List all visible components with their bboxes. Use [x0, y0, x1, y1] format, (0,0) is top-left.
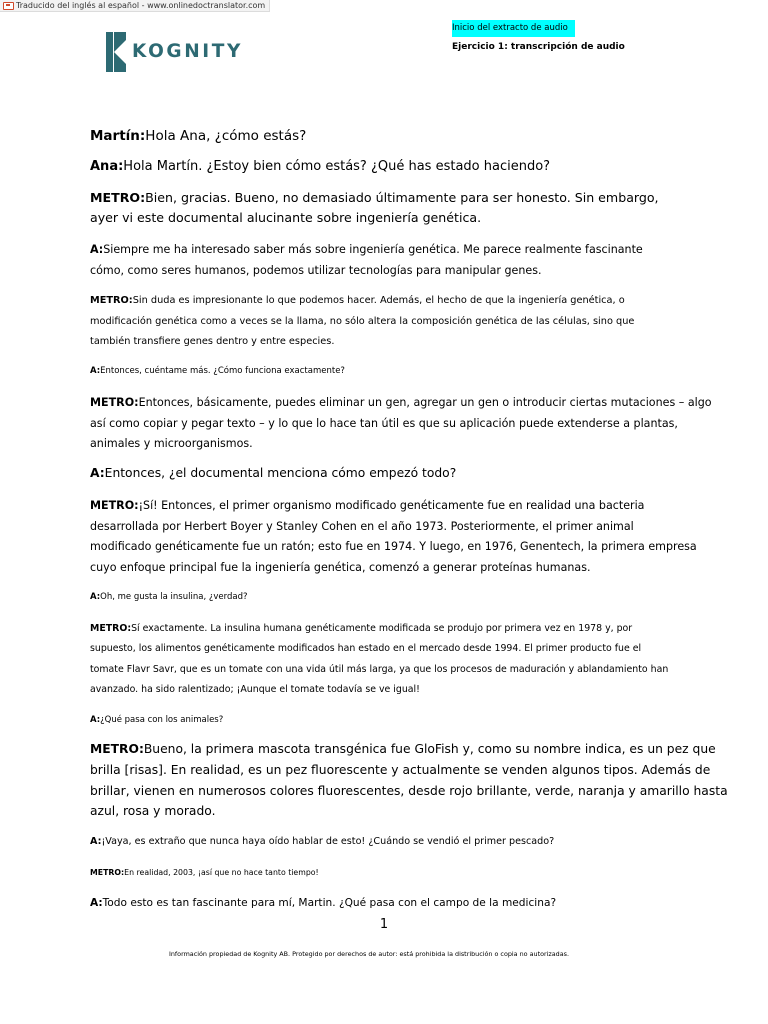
kognity-mark-icon [106, 32, 126, 72]
audio-extract-tag: Inicio del extracto de audio [452, 20, 575, 37]
dialogue-turn [90, 291, 690, 353]
turn-line: azul, rosa y morado. [90, 804, 216, 819]
speaker-name: METRO: [90, 190, 146, 205]
dialogue-turn [90, 619, 690, 700]
dialogue-turn [90, 188, 690, 228]
speaker-name: A: [90, 466, 105, 480]
turn-line: Entonces, ¿el documental menciona cómo empezó todo? [104, 466, 457, 480]
turn-line: modificado genéticamente fue un ratón; esto fue en 1974. Y luego, en 1976, Genentech, la primera empresa [90, 540, 697, 553]
dialogue-turn [90, 895, 690, 911]
speaker-name: METRO: [90, 396, 139, 409]
turn-line: Entonces, cuéntame más. ¿Cómo funciona exactamente? [100, 366, 345, 376]
turn-line: ¡Vaya, es extraño que nunca haya oído hablar de esto! ¿Cuándo se vendió el primer pescado? [101, 836, 555, 847]
turn-line: ¡Sí! Entonces, el primer organismo modificado genéticamente fue en realidad una bacteria [138, 499, 645, 512]
dialogue-turn [90, 590, 690, 604]
turn-line: Todo esto es tan fascinante para mí, Martin. ¿Qué pasa con el campo de la medicina? [102, 897, 557, 909]
turn-line: Hola Martín. ¿Estoy bien cómo estás? ¿Qué has estado haciendo? [123, 159, 551, 174]
speaker-name: A: [90, 715, 101, 725]
turn-line: Hola Ana, ¿cómo estás? [145, 128, 307, 144]
dialogue-turn [90, 393, 712, 455]
translator-banner[interactable] [0, 0, 270, 12]
turn-line: Entonces, básicamente, puedes eliminar un gen, agregar un gen o introducir ciertas mutaciones – algo [138, 396, 712, 409]
dialogue-turn [90, 364, 690, 378]
turn-line: animales y microorganismos. [90, 437, 253, 450]
turn-line: ¿Qué pasa con los animales? [100, 715, 224, 725]
turn-line: modificación genética como a veces se la llama, no sólo altera la composición genética de las células, sino que [90, 315, 635, 327]
speaker-name: A: [90, 366, 101, 376]
speaker-name: A: [90, 897, 103, 909]
speaker-name: METRO: [90, 499, 139, 512]
turn-line: avanzado. ha sido ralentizado; ¡Aunque el tomate todavía se ve igual! [90, 683, 420, 695]
dialogue-turn [90, 496, 697, 578]
turn-line: Bien, gracias. Bueno, no demasiado últimamente para ser honesto. Sin embargo, [145, 190, 659, 205]
dialogue-turn [90, 866, 690, 880]
turn-line: supuesto, los alimentos genéticamente modificados han estado en el mercado desde 1994. El primer producto fue el [90, 643, 642, 655]
dialogue-turn [90, 739, 728, 822]
speaker-name: A: [90, 592, 101, 602]
turn-line: Sin duda es impresionante lo que podemos hacer. Además, el hecho de que la ingeniería genética, o [132, 295, 625, 306]
speaker-name: A: [90, 243, 104, 256]
turn-line: Oh, me gusta la insulina, ¿verdad? [100, 592, 248, 602]
turn-line: brilla [risas]. En realidad, es un pez fluorescente y actualmente se venden algunos tipos. Además de [90, 762, 711, 777]
dialogue-turn [90, 713, 690, 727]
turn-line: Siempre me ha interesado saber más sobre ingeniería genética. Me parece realmente fascinante [103, 243, 643, 256]
speaker-name: Martín: [90, 128, 146, 144]
translator-banner-text[interactable]: Traducido del inglés al español - www.onlinedoctranslator.com [16, 1, 266, 10]
turn-line: tomate Flavr Savr, que es un tomate con una vida útil más larga, ya que los procesos de maduración y ablandamiento han [90, 663, 669, 675]
logo-wordmark: KOGNITY [132, 41, 243, 62]
copyright-footer: Información propiedad de Kognity AB. Protegido por derechos de autor: está prohibida la distribución o copia no autorizadas. [168, 950, 570, 958]
speaker-name: METRO: [90, 868, 125, 877]
dialogue-turn [90, 158, 690, 176]
speaker-name: A: [90, 836, 102, 847]
dialogue-turn [90, 464, 690, 482]
turn-line: cómo, como seres humanos, podemos utilizar tecnologías para manipular genes. [90, 263, 542, 277]
speaker-name: METRO: [90, 623, 132, 634]
document-translate-icon [3, 2, 14, 10]
turn-line: desarrollada por Herbert Boyer y Stanley Cohen en el año 1973. Posteriormente, el primer animal [90, 519, 634, 533]
turn-line: En realidad, 2003, ¡así que no hace tanto tiempo! [124, 868, 319, 877]
turn-line: Sí exactamente. La insulina humana genéticamente modificada se produjo por primera vez en 1978 y, por [131, 623, 633, 634]
dialogue-turn [90, 240, 690, 281]
turn-line: brillar, vienen en numerosos colores fluorescentes, desde rojo brillante, verde, naranja y amarillo hasta [90, 783, 728, 798]
turn-line: también transfiere genes dentro y entre especies. [90, 336, 335, 347]
turn-line: ayer vi este documental alucinante sobre ingeniería genética. [90, 210, 482, 225]
speaker-name: METRO: [90, 295, 133, 306]
turn-line: así como copiar y pegar texto – y lo que lo hace tan útil es que su aplicación puede extenderse a plantas, [90, 416, 678, 430]
page-number: 1 [379, 917, 389, 932]
dialogue-turn [90, 127, 690, 145]
turn-line: Bueno, la primera mascota transgénica fue GloFish y, como su nombre indica, es un pez que [143, 742, 716, 756]
turn-line: cuyo enfoque principal fue la ingeniería genética, comenzó a generar proteínas humanas. [90, 560, 591, 574]
speaker-name: Ana: [90, 159, 124, 174]
speaker-name: METRO: [90, 742, 144, 756]
dialogue-turn [90, 834, 690, 850]
exercise-title: Ejercicio 1: transcripción de audio [452, 42, 625, 52]
